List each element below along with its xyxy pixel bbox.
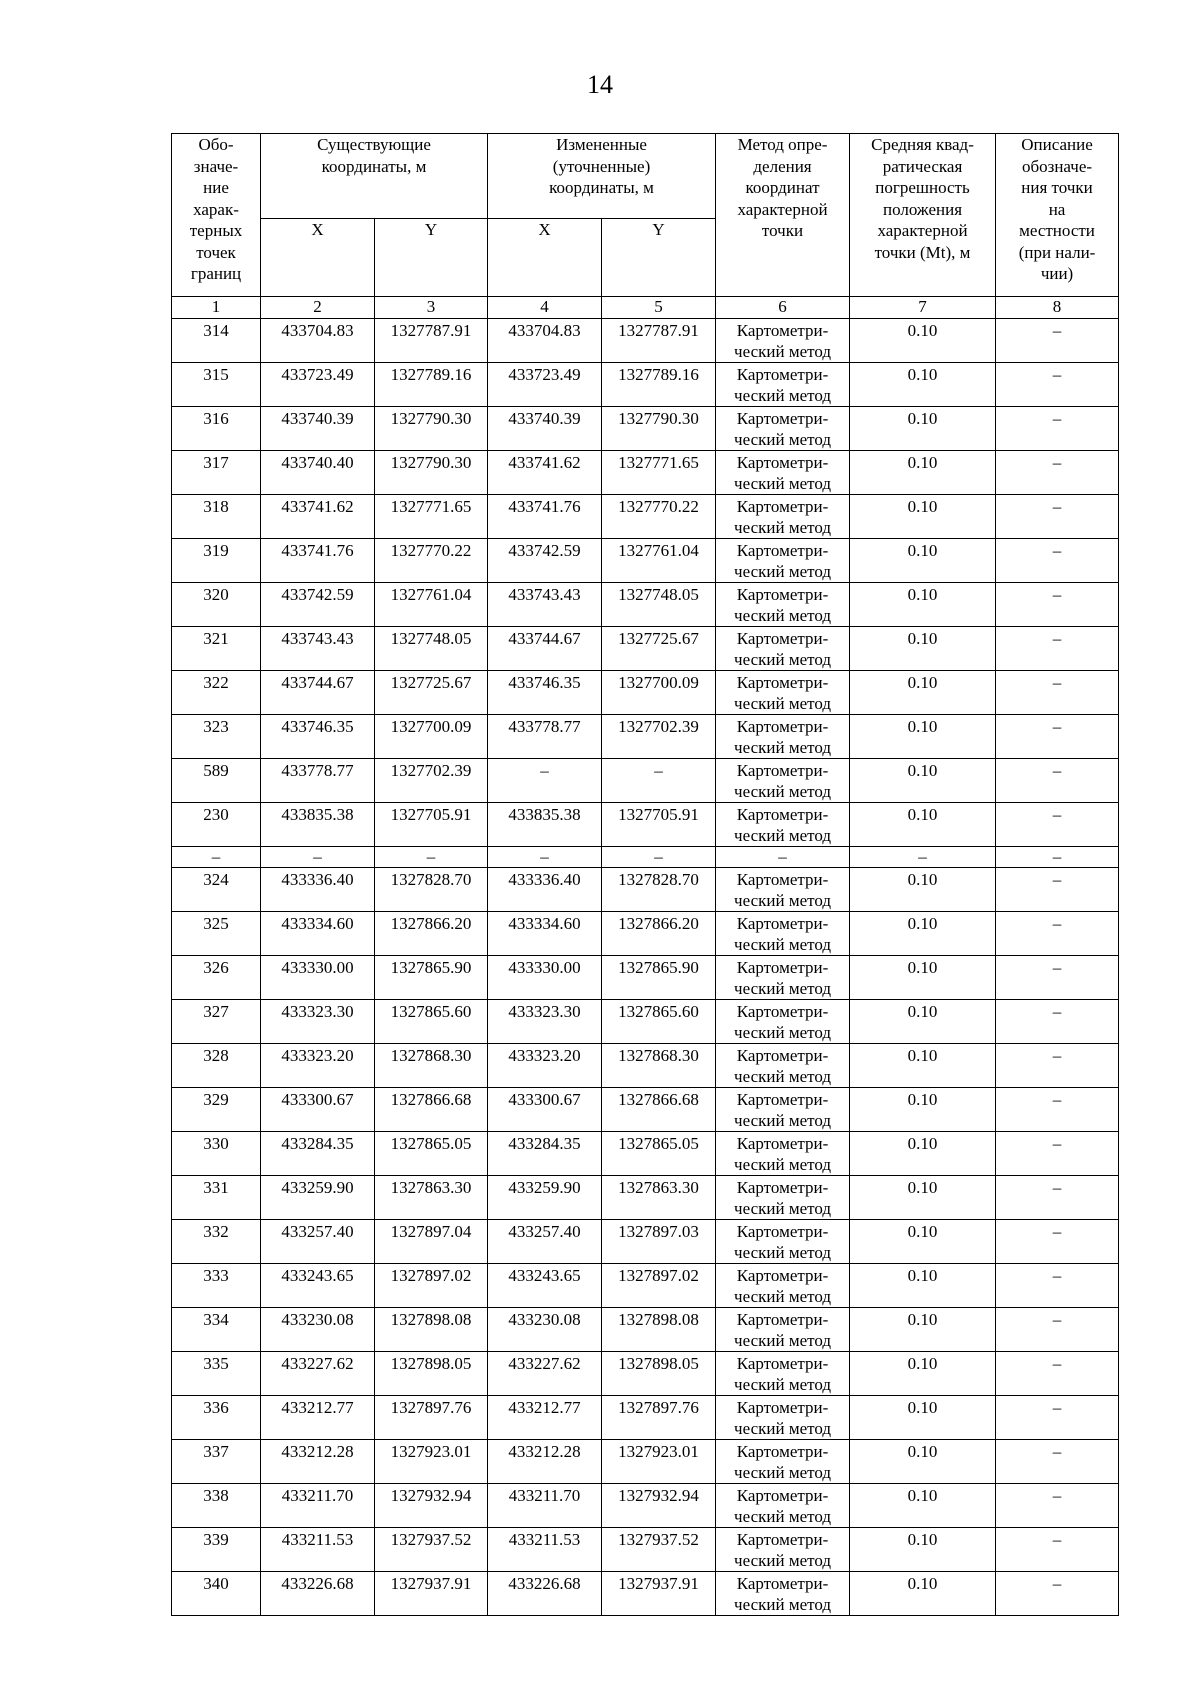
existing-x-cell: 433336.40 [261,868,375,912]
point-id-cell: 323 [172,715,261,759]
changed-y-cell: 1327898.05 [602,1352,716,1396]
table-row [172,539,1119,583]
description-cell: – [996,627,1119,671]
table-body [172,319,1119,1616]
point-id-cell: 340 [172,1572,261,1616]
error-cell: 0.10 [850,1572,996,1616]
method-cell: Картометри- ческий метод [716,868,850,912]
table-row [172,956,1119,1000]
existing-y-cell: 1327866.20 [375,912,488,956]
point-id-cell: 317 [172,451,261,495]
changed-x-cell: – [488,759,602,803]
method-cell: Картометри- ческий метод [716,1440,850,1484]
point-id-cell: 336 [172,1396,261,1440]
changed-x-cell: 433259.90 [488,1176,602,1220]
description-cell: – [996,1176,1119,1220]
point-id-cell: 589 [172,759,261,803]
changed-y-cell: 1327937.91 [602,1572,716,1616]
existing-y-cell: 1327937.91 [375,1572,488,1616]
column-number: 5 [602,297,716,319]
table-row [172,1264,1119,1308]
changed-x-cell: 433741.76 [488,495,602,539]
error-cell: 0.10 [850,912,996,956]
table-row [172,1528,1119,1572]
error-cell: 0.10 [850,671,996,715]
error-cell: 0.10 [850,407,996,451]
changed-y-cell: 1327937.52 [602,1528,716,1572]
changed-x-cell: 433300.67 [488,1088,602,1132]
changed-y-cell: 1327932.94 [602,1484,716,1528]
existing-y-cell: 1327790.30 [375,407,488,451]
changed-y-cell: 1327789.16 [602,363,716,407]
table-row [172,1000,1119,1044]
changed-x-cell: 433226.68 [488,1572,602,1616]
existing-x-cell: 433723.49 [261,363,375,407]
method-cell: Картометри- ческий метод [716,1088,850,1132]
existing-y-cell: 1327761.04 [375,583,488,627]
error-cell: 0.10 [850,1264,996,1308]
header-existing-coordinates: Существующие координаты, м [261,134,488,219]
error-cell: 0.10 [850,1528,996,1572]
description-cell: – [996,1396,1119,1440]
point-id-cell: 230 [172,803,261,847]
method-cell: Картометри- ческий метод [716,583,850,627]
existing-y-cell: 1327897.02 [375,1264,488,1308]
header-changed-y: Y [602,219,716,297]
changed-y-cell: 1327771.65 [602,451,716,495]
table-row [172,319,1119,363]
column-number: 8 [996,297,1119,319]
changed-y-cell: 1327700.09 [602,671,716,715]
existing-x-cell: 433227.62 [261,1352,375,1396]
description-cell: – [996,868,1119,912]
method-cell: Картометри- ческий метод [716,1572,850,1616]
table-row [172,1132,1119,1176]
description-cell: – [996,1220,1119,1264]
table-row [172,583,1119,627]
existing-y-cell: 1327866.68 [375,1088,488,1132]
error-cell: 0.10 [850,1220,996,1264]
page-number: 14 [587,70,613,99]
changed-y-cell: 1327725.67 [602,627,716,671]
method-cell: Картометри- ческий метод [716,319,850,363]
column-number-row [172,297,1119,319]
changed-y-cell: – [602,847,716,868]
description-cell: – [996,1264,1119,1308]
changed-x-cell: 433741.62 [488,451,602,495]
point-id-cell: 315 [172,363,261,407]
table-row [172,1308,1119,1352]
point-id-cell: 324 [172,868,261,912]
error-cell: 0.10 [850,1440,996,1484]
existing-y-cell: 1327898.05 [375,1352,488,1396]
existing-x-cell: 433740.39 [261,407,375,451]
point-id-cell: 314 [172,319,261,363]
description-cell: – [996,847,1119,868]
table-header [172,134,1119,319]
error-cell: 0.10 [850,495,996,539]
method-cell: Картометри- ческий метод [716,363,850,407]
changed-x-cell: 433334.60 [488,912,602,956]
description-cell: – [996,407,1119,451]
changed-y-cell: 1327897.03 [602,1220,716,1264]
description-cell: – [996,583,1119,627]
changed-x-cell: 433211.53 [488,1528,602,1572]
existing-x-cell: 433704.83 [261,319,375,363]
point-id-cell: 331 [172,1176,261,1220]
error-cell: 0.10 [850,1396,996,1440]
existing-x-cell: 433330.00 [261,956,375,1000]
existing-x-cell: 433334.60 [261,912,375,956]
changed-y-cell: 1327868.30 [602,1044,716,1088]
point-id-cell: 318 [172,495,261,539]
method-cell: – [716,847,850,868]
error-cell: 0.10 [850,583,996,627]
changed-y-cell: – [602,759,716,803]
changed-x-cell: – [488,847,602,868]
method-cell: Картометри- ческий метод [716,912,850,956]
existing-x-cell: 433243.65 [261,1264,375,1308]
point-id-cell: 329 [172,1088,261,1132]
error-cell: 0.10 [850,803,996,847]
changed-y-cell: 1327748.05 [602,583,716,627]
table-row [172,1176,1119,1220]
description-cell: – [996,912,1119,956]
method-cell: Картометри- ческий метод [716,1308,850,1352]
existing-y-cell: 1327702.39 [375,759,488,803]
method-cell: Картометри- ческий метод [716,671,850,715]
changed-y-cell: 1327863.30 [602,1176,716,1220]
description-cell: – [996,319,1119,363]
existing-y-cell: 1327865.60 [375,1000,488,1044]
error-cell: 0.10 [850,319,996,363]
existing-y-cell: 1327865.90 [375,956,488,1000]
existing-y-cell: 1327865.05 [375,1132,488,1176]
table-row [172,627,1119,671]
table-row [172,759,1119,803]
changed-y-cell: 1327865.60 [602,1000,716,1044]
table-row [172,1352,1119,1396]
existing-x-cell: 433212.77 [261,1396,375,1440]
existing-y-cell: 1327898.08 [375,1308,488,1352]
error-cell: 0.10 [850,715,996,759]
method-cell: Картометри- ческий метод [716,715,850,759]
changed-y-cell: 1327702.39 [602,715,716,759]
point-id-cell: 337 [172,1440,261,1484]
existing-x-cell: 433211.70 [261,1484,375,1528]
point-id-cell: 338 [172,1484,261,1528]
changed-y-cell: 1327866.68 [602,1088,716,1132]
point-id-cell: 321 [172,627,261,671]
header-changed-coordinates: Измененные (уточненные) координаты, м [488,134,716,219]
error-cell: 0.10 [850,1484,996,1528]
method-cell: Картометри- ческий метод [716,956,850,1000]
existing-x-cell: 433226.68 [261,1572,375,1616]
existing-x-cell: 433746.35 [261,715,375,759]
existing-y-cell: 1327868.30 [375,1044,488,1088]
description-cell: – [996,1000,1119,1044]
method-cell: Картометри- ческий метод [716,1000,850,1044]
description-cell: – [996,1132,1119,1176]
description-cell: – [996,759,1119,803]
error-cell: 0.10 [850,1088,996,1132]
point-id-cell: 332 [172,1220,261,1264]
method-cell: Картометри- ческий метод [716,407,850,451]
table-row [172,715,1119,759]
changed-y-cell: 1327865.90 [602,956,716,1000]
header-changed-x: X [488,219,602,297]
changed-x-cell: 433243.65 [488,1264,602,1308]
existing-y-cell: 1327748.05 [375,627,488,671]
existing-x-cell: 433300.67 [261,1088,375,1132]
coordinates-table [171,133,1119,1616]
existing-y-cell: 1327932.94 [375,1484,488,1528]
table-row [172,1088,1119,1132]
existing-y-cell: 1327771.65 [375,495,488,539]
existing-y-cell: 1327897.76 [375,1396,488,1440]
changed-x-cell: 433742.59 [488,539,602,583]
header-mean-square-error: Средняя квад- ратическая погрешность положения характерной точки (Mt), м [850,134,996,297]
changed-y-cell: 1327705.91 [602,803,716,847]
error-cell: 0.10 [850,759,996,803]
changed-x-cell: 433284.35 [488,1132,602,1176]
existing-x-cell: 433284.35 [261,1132,375,1176]
existing-x-cell: 433742.59 [261,583,375,627]
existing-x-cell: 433835.38 [261,803,375,847]
existing-x-cell: 433741.76 [261,539,375,583]
description-cell: – [996,1572,1119,1616]
method-cell: Картометри- ческий метод [716,627,850,671]
point-id-cell: 334 [172,1308,261,1352]
error-cell: 0.10 [850,1000,996,1044]
column-number: 6 [716,297,850,319]
point-id-cell: 320 [172,583,261,627]
changed-x-cell: 433835.38 [488,803,602,847]
changed-y-cell: 1327865.05 [602,1132,716,1176]
description-cell: – [996,1528,1119,1572]
existing-y-cell: 1327828.70 [375,868,488,912]
table-row [172,1440,1119,1484]
table-row [172,671,1119,715]
error-cell: 0.10 [850,1132,996,1176]
error-cell: 0.10 [850,956,996,1000]
changed-x-cell: 433257.40 [488,1220,602,1264]
existing-x-cell: 433744.67 [261,671,375,715]
changed-y-cell: 1327897.02 [602,1264,716,1308]
separator-row [172,847,1119,868]
error-cell: 0.10 [850,1176,996,1220]
changed-x-cell: 433227.62 [488,1352,602,1396]
method-cell: Картометри- ческий метод [716,1528,850,1572]
changed-x-cell: 433212.77 [488,1396,602,1440]
table-row [172,495,1119,539]
description-cell: – [996,451,1119,495]
changed-y-cell: 1327787.91 [602,319,716,363]
error-cell: 0.10 [850,1352,996,1396]
table-row [172,451,1119,495]
method-cell: Картометри- ческий метод [716,803,850,847]
existing-y-cell: 1327789.16 [375,363,488,407]
description-cell: – [996,1352,1119,1396]
error-cell: 0.10 [850,363,996,407]
existing-x-cell: 433230.08 [261,1308,375,1352]
error-cell: 0.10 [850,451,996,495]
point-id-cell: 339 [172,1528,261,1572]
table-row [172,1220,1119,1264]
description-cell: – [996,1308,1119,1352]
error-cell: 0.10 [850,1044,996,1088]
method-cell: Картометри- ческий метод [716,1396,850,1440]
table-row [172,803,1119,847]
column-number: 7 [850,297,996,319]
description-cell: – [996,671,1119,715]
table-row [172,1396,1119,1440]
table-row [172,1572,1119,1616]
error-cell: 0.10 [850,539,996,583]
changed-x-cell: 433330.00 [488,956,602,1000]
existing-y-cell: 1327700.09 [375,715,488,759]
changed-x-cell: 433323.30 [488,1000,602,1044]
changed-x-cell: 433704.83 [488,319,602,363]
existing-x-cell: 433778.77 [261,759,375,803]
existing-y-cell: 1327725.67 [375,671,488,715]
changed-x-cell: 433323.20 [488,1044,602,1088]
point-id-cell: 328 [172,1044,261,1088]
method-cell: Картометри- ческий метод [716,451,850,495]
changed-x-cell: 433723.49 [488,363,602,407]
existing-x-cell: 433743.43 [261,627,375,671]
existing-x-cell: 433259.90 [261,1176,375,1220]
column-number: 4 [488,297,602,319]
error-cell: – [850,847,996,868]
changed-y-cell: 1327770.22 [602,495,716,539]
changed-y-cell: 1327898.08 [602,1308,716,1352]
changed-y-cell: 1327761.04 [602,539,716,583]
point-id-cell: 325 [172,912,261,956]
existing-y-cell: 1327897.04 [375,1220,488,1264]
table-row [172,363,1119,407]
column-number: 3 [375,297,488,319]
changed-y-cell: 1327866.20 [602,912,716,956]
changed-x-cell: 433230.08 [488,1308,602,1352]
header-existing-y: Y [375,219,488,297]
header-method: Метод опре- деления координат характерной точки [716,134,850,297]
existing-y-cell: 1327770.22 [375,539,488,583]
column-number: 1 [172,297,261,319]
description-cell: – [996,495,1119,539]
existing-x-cell: 433212.28 [261,1440,375,1484]
description-cell: – [996,539,1119,583]
existing-x-cell: 433741.62 [261,495,375,539]
existing-x-cell: 433211.53 [261,1528,375,1572]
table-row [172,1044,1119,1088]
description-cell: – [996,363,1119,407]
changed-x-cell: 433212.28 [488,1440,602,1484]
changed-y-cell: 1327790.30 [602,407,716,451]
existing-y-cell: 1327863.30 [375,1176,488,1220]
changed-x-cell: 433743.43 [488,583,602,627]
changed-y-cell: 1327897.76 [602,1396,716,1440]
method-cell: Картометри- ческий метод [716,1220,850,1264]
point-id-cell: 330 [172,1132,261,1176]
point-id-cell: – [172,847,261,868]
changed-x-cell: 433211.70 [488,1484,602,1528]
existing-y-cell: – [375,847,488,868]
existing-x-cell: 433740.40 [261,451,375,495]
header-existing-x: X [261,219,375,297]
method-cell: Картометри- ческий метод [716,1484,850,1528]
description-cell: – [996,1088,1119,1132]
point-id-cell: 327 [172,1000,261,1044]
point-id-cell: 326 [172,956,261,1000]
existing-y-cell: 1327705.91 [375,803,488,847]
existing-y-cell: 1327937.52 [375,1528,488,1572]
table-row [172,868,1119,912]
changed-x-cell: 433778.77 [488,715,602,759]
description-cell: – [996,1440,1119,1484]
changed-x-cell: 433740.39 [488,407,602,451]
method-cell: Картометри- ческий метод [716,1264,850,1308]
existing-x-cell: 433323.20 [261,1044,375,1088]
description-cell: – [996,803,1119,847]
changed-x-cell: 433746.35 [488,671,602,715]
changed-x-cell: 433744.67 [488,627,602,671]
method-cell: Картометри- ческий метод [716,1352,850,1396]
existing-x-cell: – [261,847,375,868]
point-id-cell: 322 [172,671,261,715]
changed-y-cell: 1327923.01 [602,1440,716,1484]
table-row [172,407,1119,451]
point-id-cell: 319 [172,539,261,583]
existing-y-cell: 1327790.30 [375,451,488,495]
changed-x-cell: 433336.40 [488,868,602,912]
method-cell: Картометри- ческий метод [716,1044,850,1088]
method-cell: Картометри- ческий метод [716,539,850,583]
existing-x-cell: 433257.40 [261,1220,375,1264]
point-id-cell: 335 [172,1352,261,1396]
existing-x-cell: 433323.30 [261,1000,375,1044]
point-id-cell: 333 [172,1264,261,1308]
error-cell: 0.10 [850,868,996,912]
header-point-description: Описание обозначе- ния точки на местности (при нали- чии) [996,134,1119,297]
existing-y-cell: 1327923.01 [375,1440,488,1484]
header-point-designation: Обо- значе- ние харак- терных точек границ [172,134,261,297]
point-id-cell: 316 [172,407,261,451]
description-cell: – [996,1484,1119,1528]
existing-y-cell: 1327787.91 [375,319,488,363]
error-cell: 0.10 [850,1308,996,1352]
error-cell: 0.10 [850,627,996,671]
table-row [172,1484,1119,1528]
column-number: 2 [261,297,375,319]
description-cell: – [996,715,1119,759]
method-cell: Картометри- ческий метод [716,495,850,539]
method-cell: Картометри- ческий метод [716,1176,850,1220]
changed-y-cell: 1327828.70 [602,868,716,912]
description-cell: – [996,956,1119,1000]
description-cell: – [996,1044,1119,1088]
method-cell: Картометри- ческий метод [716,1132,850,1176]
method-cell: Картометри- ческий метод [716,759,850,803]
table-row [172,912,1119,956]
